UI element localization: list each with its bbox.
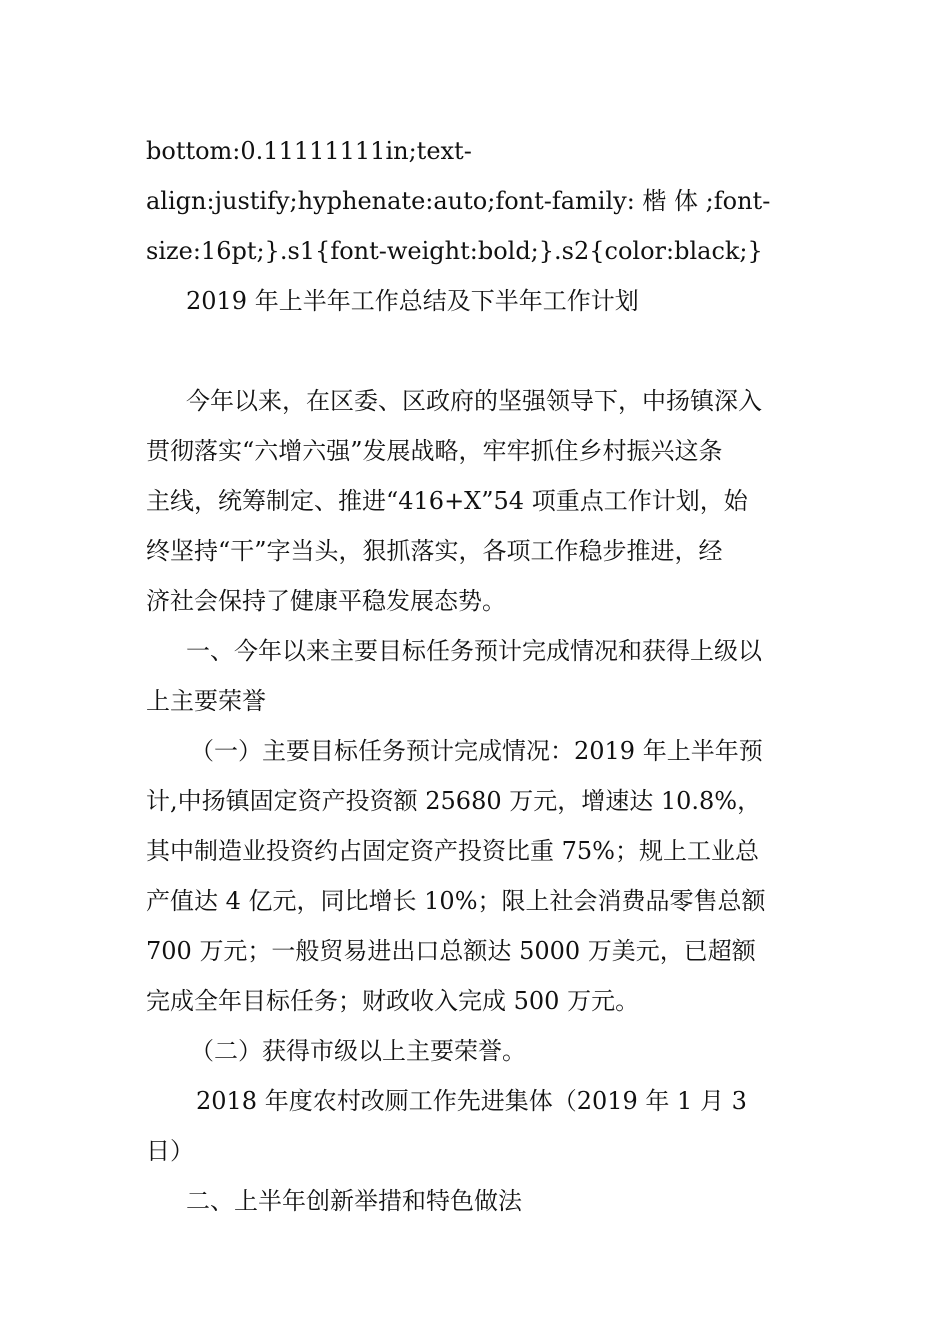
intro-line-2: 贯彻落实“六增六强”发展战略，牢牢抓住乡村振兴这条 (146, 437, 723, 465)
intro-line-4: 终坚持“干”字当头，狠抓落实，各项工作稳步推进，经 (146, 537, 723, 565)
section1-heading-line-1: 一、今年以来主要目标任务预计完成情况和获得上级以 (186, 637, 762, 665)
css-residue-line-2: align:justify;hyphenate:auto;font-family: 楷 体 ;font- (146, 187, 771, 215)
css-residue-line-1: bottom:0.11111111in;text- (146, 137, 472, 165)
subsection1-line-6: 完成全年目标任务；财政收入完成 500 万元。 (146, 987, 640, 1015)
honor-line-1: 2018 年度农村改厕工作先进集体（2019 年 1 月 3 (196, 1087, 747, 1115)
subsection1-line-3: 其中制造业投资约占固定资产投资比重 75%；规上工业总 (146, 837, 759, 865)
document-body (146, 126, 806, 1226)
intro-line-1: 今年以来，在区委、区政府的坚强领导下，中扬镇深入 (186, 387, 762, 415)
subsection1-line-1: （一）主要目标任务预计完成情况：2019 年上半年预 (190, 737, 763, 765)
section2-heading: 二、上半年创新举措和特色做法 (186, 1187, 522, 1215)
intro-line-3: 主线，统筹制定、推进“416+X”54 项重点工作计划，始 (146, 487, 748, 515)
section1-heading-line-2: 上主要荣誉 (146, 687, 266, 715)
css-residue-line-3: size:16pt;}.s1{font-weight:bold;}.s2{color:black;} (146, 237, 763, 265)
subsection1-line-4: 产值达 4 亿元，同比增长 10%；限上社会消费品零售总额 (146, 887, 766, 915)
document-title: 2019 年上半年工作总结及下半年工作计划 (186, 287, 639, 315)
subsection1-line-5: 700 万元；一般贸易进出口总额达 5000 万美元，已超额 (146, 937, 756, 965)
intro-line-5: 济社会保持了健康平稳发展态势。 (146, 587, 506, 615)
subsection2-heading: （二）获得市级以上主要荣誉。 (190, 1037, 526, 1065)
subsection1-line-2: 计,中扬镇固定资产投资额 25680 万元，增速达 10.8%， (146, 787, 762, 815)
blank-line (146, 326, 806, 376)
honor-line-2: 日） (146, 1137, 194, 1165)
